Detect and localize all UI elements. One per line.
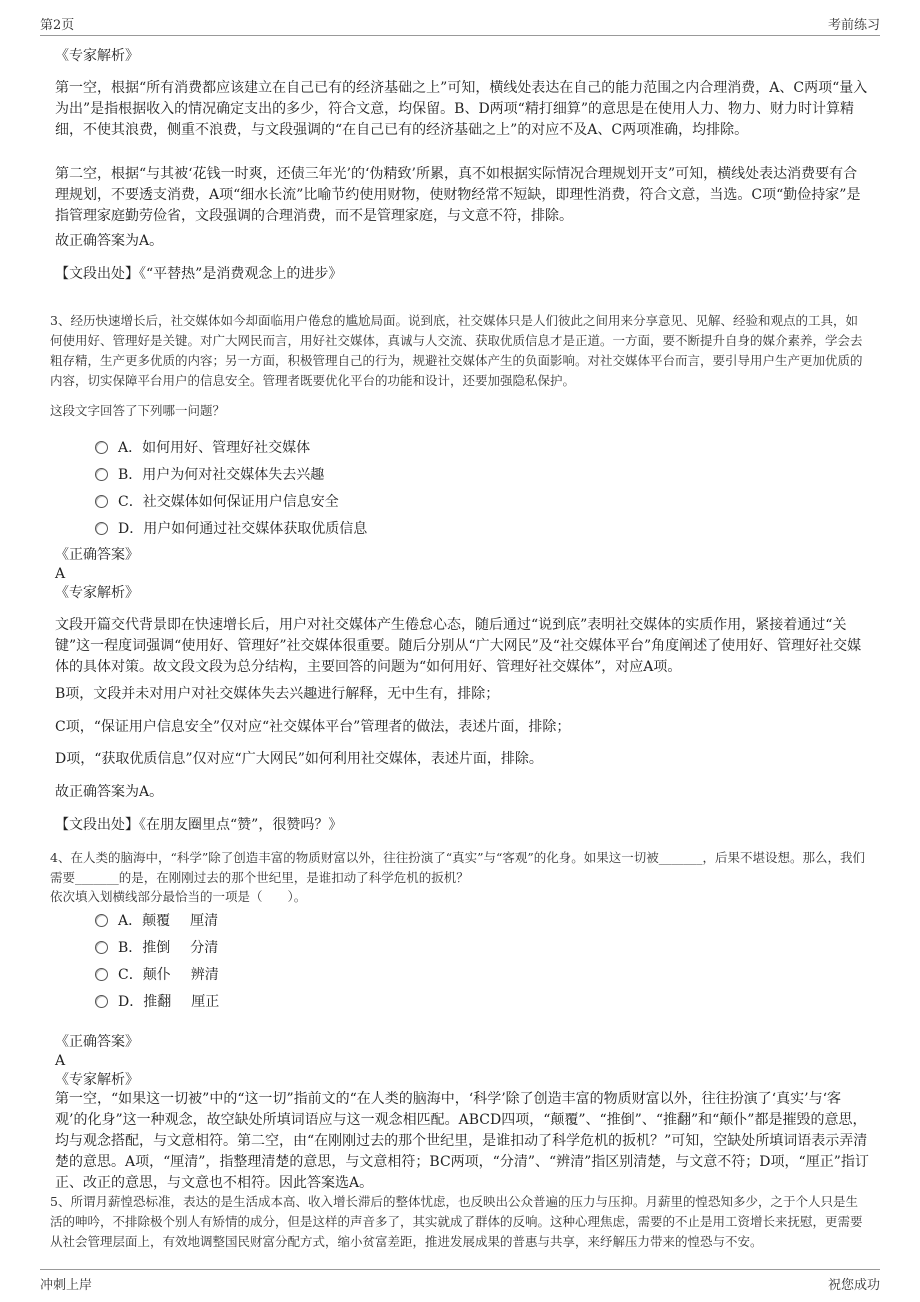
watermark: www. [300,596,476,663]
q2-expert-label-block [55,46,870,67]
q4-stem: 4、在人类的脑海中，“科学”除了创造丰富的物质财富以外，往往扮演了“真实”与“客观”的化身。如果这一切被_______，后果不堪设想。那么，我们需要_______的是，在刚刚过去的那个世纪里，是谁扣动了科学危机的扳机？ [50,850,866,885]
radio-icon[interactable] [95,441,108,454]
header-label: 考前练习 [827,18,880,33]
page-number: 第2页 [40,18,75,33]
page-footer [40,1269,880,1293]
q4-option-d[interactable]: D． 推翻 厘正 [95,991,219,1011]
q4-option-a[interactable]: A． 颠覆 厘清 [95,910,218,930]
q3-analysis-para3: C项，“保证用户信息安全”仅对应“社交媒体平台”管理者的做法，表述片面，排除； [55,719,571,735]
page-header [40,14,880,36]
q3-expert-label: 《专家解析》 [55,585,139,601]
q3-answer-label: 《正确答案》 [55,547,139,563]
footer-right: 祝您成功 [827,1278,880,1293]
q3-analysis-para1: 文段开篇交代背景即在快速增长后，用户对社交媒体产生倦怠心态，随后通过“说到底”表明社交媒体的实质作用，紧接着通过“关键”这一程度词强调“使用好、管理好”社交媒体很重要。随后分别从“广大网民”及“社交媒体平台”角度阐述了使用好、管理好社交媒体的具体对策。故文段文段为总分结构，主要回答的问题为“如何用好、管理好社交媒体”，对应A项。 [55,617,862,675]
radio-icon[interactable] [95,995,108,1008]
radio-icon[interactable] [95,941,108,954]
q3-option-a[interactable]: A．如何用好、管理好社交媒体 [95,437,310,457]
q3-stem: 3、经历快速增长后，社交媒体如今却面临用户倦怠的尴尬局面。说到底，社交媒体只是人们彼此之间用来分享意见、见解、经验和观点的工具，如何使用好、管理好是关键。对广大网民而言，用好社交媒体，真诚与人交流、获取优质信息才是正道。一方面，要不断提升自身的媒介素养，学会去粗存精，生产更多优质的内容；另一方面，积极管理自己的行为，规避社交媒体产生的负面影响。对社交媒体平台而言，要引导用户生产更加优质的内容，切实保障平台用户的信息安全。管理者既要优化平台的功能和设计，还要加强隐私保护。 [50,313,863,388]
q3-analysis-para2: B项，文段并未对用户对社交媒体失去兴趣进行解释，无中生有，排除； [55,686,500,702]
radio-icon[interactable] [95,914,108,927]
q2-analysis-para2: 第二空，根据“与其被‘花钱一时爽，还债三年光’的‘伪精致’所累，真不如根据实际情况合理规划开支”可知，横线处表达消费要有合理规划，不要透支消费，A项“细水长流”比喻节约使用财物，使财物经常不短缺，即理性消费，符合文意，当选。C项“勤俭持家”是指管理家庭勤劳俭省，文段强调的合理消费，而不是管理家庭，与文意不符，排除。 [55,166,861,224]
radio-icon[interactable] [95,495,108,508]
q3-source: 【文段出处】《在朋友圈里点“赞”，很赞吗？》 [55,817,343,833]
q5-stem: 5、所谓月薪惶恐标准，表达的是生活成本高、收入增长滞后的整体忧虑，也反映出公众普遍的压力与压抑。月薪里的惶恐知多少，之于个人只是生活的呻吟，不排除极个别人有矫情的成分，但是这样的声音多了，其实就成了群体的反响。这种心理焦虑，需要的不止是用工资增长来抚慰，更需要从社会管理层面上，有效地调整国民财富分配方式，缩小贫富差距，推进发展成果的普惠与共享，来纾解压力带来的惶恐与不安。 [50,1194,863,1249]
q2-conclusion: 故正确答案为A。 [55,233,164,249]
q3-analysis-para4: D项，“获取优质信息”仅对应“广大网民”如何利用社交媒体，表述片面，排除。 [55,751,543,767]
q2-analysis-para1: 第一空，根据“所有消费都应该建立在自己已有的经济基础之上”可知，横线处表达在自己的能力范围之内合理消费，A、C两项“量入为出”是指根据收入的情况确定支出的多少，符合文意，均保留。B、D两项“精打细算”的意思是在使用人力、物力、财力时计算精细，不使其浪费，侧重不浪费，与文段强调的“在自己已有的经济基础之上”的对应不及A、C两项准确，均排除。 [55,80,868,138]
footer-left: 冲刺上岸 [40,1278,93,1293]
q3-option-b[interactable]: B．用户为何对社交媒体失去兴趣 [95,464,324,484]
q3-option-c[interactable]: C．社交媒体如何保证用户信息安全 [95,491,339,511]
q2-expert-label: 《专家解析》 [55,48,139,64]
radio-icon[interactable] [95,468,108,481]
q3-answer: A [55,566,66,582]
q4-answer-label: 《正确答案》 [55,1034,139,1050]
q4-answer: A [55,1053,66,1069]
q4-option-b[interactable]: B． 推倒 分清 [95,937,218,957]
q3-conclusion: 故正确答案为A。 [55,784,164,800]
radio-icon[interactable] [95,522,108,535]
q2-source: 【文段出处】《“平替热”是消费观念上的进步》 [55,266,343,282]
q4-analysis-para1: 第一空，“如果这一切被”中的“这一切”指前文的“在人类的脑海中，‘科学’除了创造丰富的物质财富以外，往往扮演了‘真实’与‘客观’的化身”这一种观念，故空缺处所填词语应与这一观念相匹配。ABCD四项，“颠覆”、“推倒”、“推翻”和“颠仆”都是摧毁的意思，均与观念搭配，与文意相符。第二空，由“在刚刚过去的那个世纪里，是谁扣动了科学危机的扳机？”可知，空缺处所填词语表示弄清楚的意思。A项，“厘清”，指整理清楚的意思，与文意相符；BC两项，“分清”、“辨清”指区别清楚，与文意不符；D项，“厘正”指订正、改正的意思，与文意也不相符。因此答案选A。 [55,1091,869,1191]
q4-expert-label: 《专家解析》 [55,1072,139,1088]
radio-icon[interactable] [95,968,108,981]
q4-question: 依次填入划横线部分最恰当的一项是（ ）。 [50,889,307,904]
q3-option-d[interactable]: D．用户如何通过社交媒体获取优质信息 [95,518,367,538]
q3-question: 这段文字回答了下列哪一问题？ [50,403,226,418]
q4-option-c[interactable]: C． 颠仆 辨清 [95,964,219,984]
